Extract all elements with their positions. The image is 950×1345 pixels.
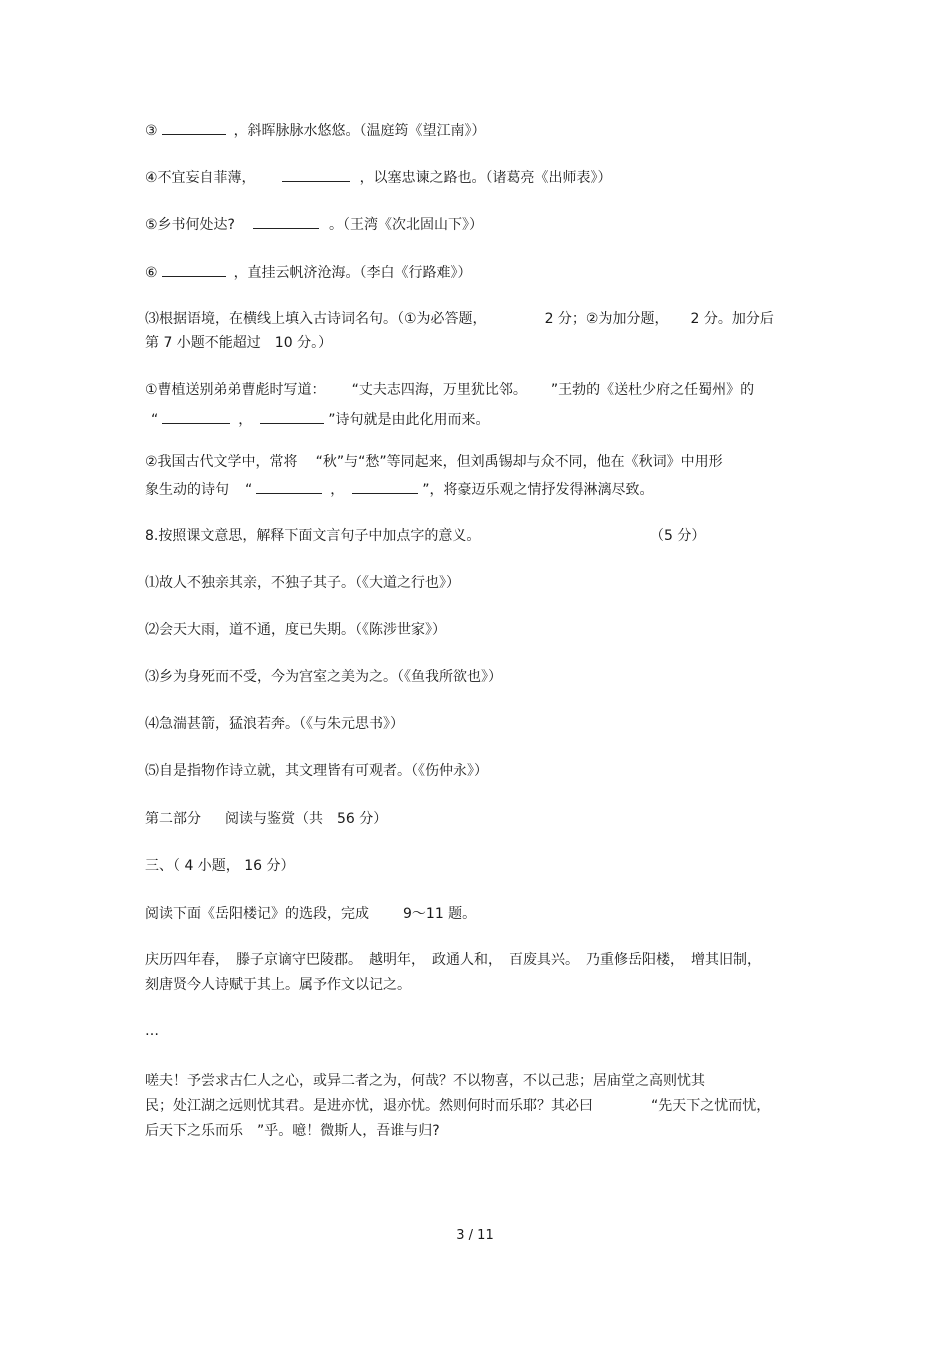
answer-blank <box>352 478 418 494</box>
question-8-score <box>650 526 705 546</box>
passage-text: “先天下之忧而忧， <box>651 1098 771 1114</box>
question-8-title <box>145 526 480 546</box>
quote-mark: “ <box>245 482 253 498</box>
sub-question-1-line2 <box>145 408 490 430</box>
passage-paragraph-2-line3: 后天下之乐而乐 ”乎。噫！微斯人，吾谁与归? <box>145 1123 440 1139</box>
part-heading <box>145 809 387 829</box>
fill-item-5 <box>145 213 483 235</box>
passage-paragraph-1-line2: 刻唐贤今人诗赋于其上。属予作文以记之。 <box>145 977 411 993</box>
item-text: ，直挂云帆济沧海。（李白《行路难》） <box>233 265 472 281</box>
part-title: 阅读与鉴赏（共 56 分） <box>225 811 388 827</box>
item-text-post: 。（王湾《次北固山下》） <box>328 217 483 233</box>
sub-question-text: ”王勃的《送杜少府之任蜀州》的 <box>550 382 755 398</box>
fill-item-3 <box>145 119 486 141</box>
item-text-pre: ④不宜妄自菲薄， <box>145 170 256 186</box>
list-item: ⑷急湍甚箭，猛浪若奔。（《与朱元思书》） <box>145 716 404 732</box>
intro-text: 9～11 题。 <box>403 906 477 922</box>
sub-question-text: 象生动的诗句 <box>145 482 229 498</box>
intro-text: 第 7 小题不能超过 10 分。） <box>145 335 333 351</box>
item-text: ，斜晖脉脉水悠悠。（温庭筠《望江南》） <box>233 123 486 139</box>
passage-ellipsis: … <box>145 1023 159 1039</box>
sub-question-text: ”，将豪迈乐观之情抒发得淋漓尽致。 <box>422 482 654 498</box>
question-7-3-intro-line2 <box>145 333 332 353</box>
passage-paragraph-2-line2 <box>145 1096 770 1116</box>
sub-question-2-line2 <box>145 478 654 500</box>
item-text-post: ，以塞忠谏之路也。（诸葛亮《出师表》） <box>359 170 612 186</box>
list-item: ⑴故人不独亲其亲，不独子其子。（《大道之行也》） <box>145 575 460 591</box>
item-number: ③ <box>145 123 158 139</box>
answer-blank <box>260 408 324 424</box>
passage-text: 民；处江湖之远则忧其君。是进亦忧，退亦忧。然则何时而乐耶？其必曰 <box>145 1098 593 1114</box>
comma: ， <box>330 482 345 498</box>
question-7-3-intro <box>145 309 774 329</box>
page-number: 3 / 11 <box>456 1228 494 1243</box>
fill-item-6 <box>145 261 472 283</box>
answer-blank <box>162 408 230 424</box>
answer-blank <box>162 119 226 135</box>
list-item: ⑸自是指物作诗立就，其文理皆有可观者。（《伤仲永》） <box>145 763 488 779</box>
list-item: ⑵会天大雨，道不通，度已失期。（《陈涉世家》） <box>145 622 446 638</box>
sub-question-text: ①曹植送别弟弟曹彪时写道： <box>145 382 326 398</box>
passage-paragraph-1: 庆历四年春， 滕子京谪守巴陵郡。 越明年， 政通人和， 百废具兴。 乃重修岳阳楼， 增其旧制， <box>145 952 761 968</box>
question-text: 8.按照课文意思，解释下面文言句子中加点字的意义。 <box>145 528 481 544</box>
sub-question-text: ”诗句就是由此化用而来。 <box>328 412 490 428</box>
sub-question-text: ②我国古代文学中，常将 <box>145 454 298 470</box>
intro-text: 阅读下面《岳阳楼记》的选段，完成 <box>145 906 369 922</box>
reading-intro <box>145 904 476 924</box>
quote-mark: “ <box>151 412 159 428</box>
sub-question-1 <box>145 380 754 400</box>
comma: ， <box>238 412 253 428</box>
sub-question-2 <box>145 452 723 472</box>
fill-item-4 <box>145 166 612 188</box>
intro-text: 2 分；②为加分题， <box>544 311 669 327</box>
intro-text: ⑶根据语境，在横线上填入古诗词名句。（①为必答题， <box>145 311 487 327</box>
answer-blank <box>256 478 322 494</box>
passage-paragraph-2: 嗟夫！予尝求古仁人之心，或异二者之为，何哉？不以物喜，不以己悲；居庙堂之高则忧其 <box>145 1073 705 1089</box>
quoted-poem: “丈夫志四海，万里犹比邻。 <box>351 382 527 398</box>
item-text-pre: ⑤乡书何处达? <box>145 217 235 233</box>
item-number: ⑥ <box>145 265 158 281</box>
sub-question-text: “秋”与“愁”等同起来，但刘禹锡却与众不同，他在《秋词》中用形 <box>315 454 723 470</box>
score: （5 分） <box>650 528 706 544</box>
part-label: 第二部分 <box>145 811 201 827</box>
section-heading: 三、（ 4 小题， 16 分） <box>145 858 295 874</box>
answer-blank <box>162 261 226 277</box>
intro-text: 2 分。加分后 <box>690 311 774 327</box>
answer-blank <box>282 166 350 182</box>
list-item: ⑶乡为身死而不受，今为宫室之美为之。（《鱼我所欲也》） <box>145 669 502 685</box>
answer-blank <box>253 213 319 229</box>
